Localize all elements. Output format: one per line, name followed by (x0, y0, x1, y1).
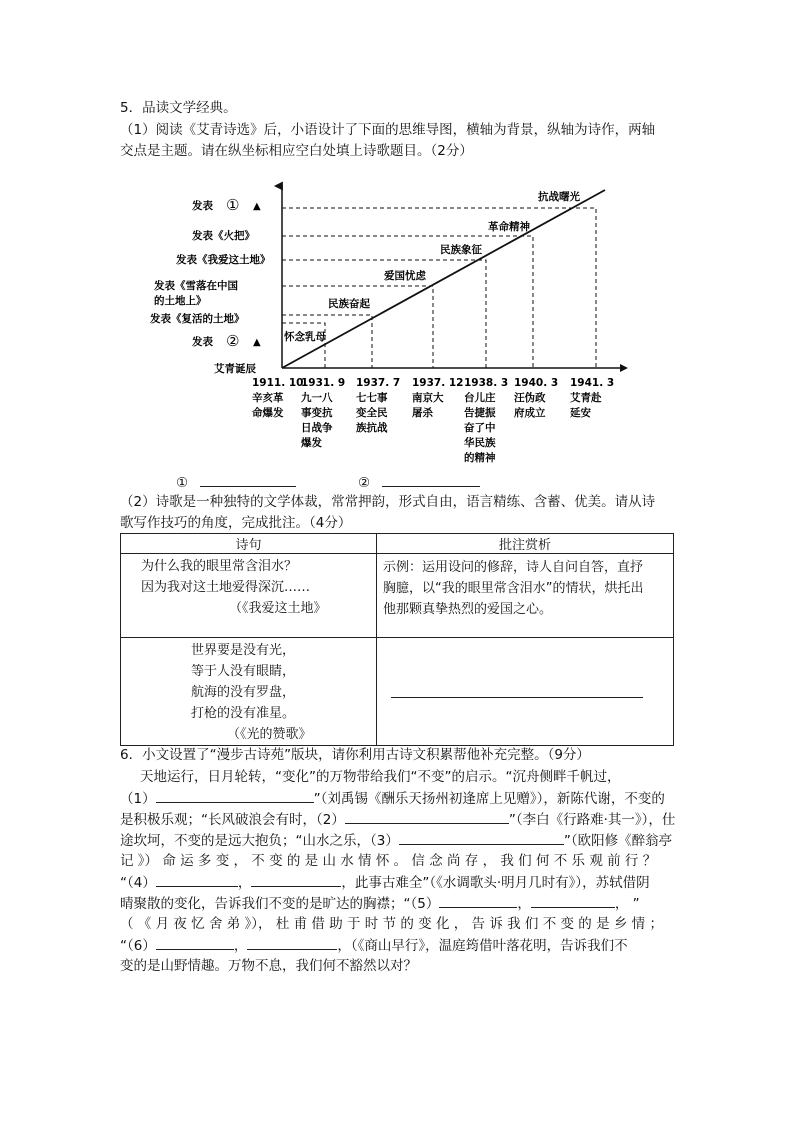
y-label-2: 发表《火把》 (192, 230, 255, 242)
answer-line-2: ② (358, 472, 480, 491)
x-label-7-0: 1941. 3 (570, 377, 615, 389)
x-label-6-1: 汪伪政 (514, 392, 546, 404)
x-label-6-0: 1940. 3 (514, 377, 559, 389)
guide-node-1 (282, 323, 325, 368)
blank-5a[interactable] (439, 893, 517, 908)
q6-line3: 是积极乐观；“长风破浪会有时，（2） ”（李白《行路难·其一》），仕 (120, 809, 680, 832)
q6-line2: （1） ”（刘禹锡《酬乐天扬州初逢席上见赠》），新陈代谢，不变的 (120, 788, 680, 811)
x-label-1-0: 1911. 10 (252, 377, 304, 389)
q6-line10: 变的是山野情趣。万物不息，我们何不豁然以对？ (120, 958, 417, 974)
y-label-6-triangle: ▲ (253, 337, 261, 348)
x-label-7-1: 艾青赴 (570, 392, 602, 404)
x-labels (252, 377, 614, 464)
x-label-5-5: 的精神 (464, 452, 496, 464)
q5-part2-line2: 歌写作技巧的角度，完成批注。（4分） (120, 515, 352, 531)
q5-part1-line1: （1）阅读《艾青诗选》后，小语设计了下面的思维导图，横轴为背景，纵轴为诗作，两轴 (120, 121, 656, 138)
x-label-1-1: 辛亥革 (252, 392, 284, 404)
row2-note (377, 638, 674, 746)
q6-line4: 途坎坷，不变的是远大抱负；“山水之乐，（3） ”（欧阳修《醉翁亭 (120, 830, 680, 853)
node-1: 怀念乳母 (284, 331, 326, 343)
blank-6a[interactable] (156, 935, 234, 950)
answer-blank-2[interactable] (382, 472, 480, 487)
node-6: 抗战曙光 (538, 191, 580, 203)
blank-3[interactable] (399, 830, 564, 845)
y-label-1-circle: ① (226, 196, 240, 214)
q6-line9: “（6） ， ，（《商山早行》，温庭筠借叶落花明，告诉我们不 (120, 935, 680, 958)
blank-1[interactable] (156, 788, 314, 803)
x-label-5-0: 1938. 3 (464, 377, 509, 389)
x-label-5-1: 台儿庄 (464, 392, 496, 404)
y-label-1-pre: 发表 (192, 200, 213, 212)
x-label-5-3: 奋了中 (464, 422, 496, 434)
q5-part2-line1: （2）诗歌是一种独特的文学体裁，常常押韵，形式自由，语言精练、含蓄、优美。请从诗 (120, 494, 656, 510)
answer-blank-1[interactable] (200, 472, 296, 487)
answer-line-1: ① (176, 472, 296, 491)
node-2: 民族奋起 (328, 298, 370, 310)
node-4: 民族象征 (440, 244, 482, 256)
q5-part1-line2: 交点是主题。请在纵坐标相应空白处填上诗歌题目。（2分） (120, 143, 473, 159)
theme-line (282, 190, 605, 368)
x-label-5-4: 华民族 (464, 437, 496, 449)
x-label-3-0: 1937. 7 (356, 377, 401, 389)
q5-heading: 5．品读文学经典。 (120, 100, 237, 116)
blank-4b[interactable] (251, 872, 341, 887)
header-note: 批注赏析 (377, 534, 674, 554)
x-label-1-2: 命爆发 (252, 407, 284, 419)
mind-map-diagram (150, 178, 630, 470)
x-label-2-3: 日战争 (301, 422, 333, 434)
x-label-6-2: 府成立 (514, 407, 546, 419)
x-label-4-2: 屠杀 (412, 407, 433, 419)
x-label-2-2: 事变抗 (301, 407, 333, 419)
x-label-4-0: 1937. 12 (412, 377, 464, 389)
x-label-5-2: 告捷振 (464, 407, 496, 419)
row1-poem: 为什么我的眼里常含泪水？ 因为我对这土地爱得深沉…… （《我爱这土地》 (121, 554, 377, 638)
y-label-5: 发表《复活的土地》 (150, 313, 245, 325)
x-label-3-2: 变全民 (356, 407, 388, 419)
guide-node-6 (282, 208, 596, 368)
x-label-4-1: 南京大 (412, 392, 444, 404)
row2-poem: 世界要是没有光， 等于人没有眼睛， 航海的没有罗盘， 打枪的没有准星。 （《光的赞歌》 (121, 638, 377, 746)
x-label-2-0: 1931. 9 (301, 377, 346, 389)
y-label-1-triangle: ▲ (253, 201, 261, 212)
y-label-4b: 的土地上》 (154, 295, 207, 307)
annotation-table (120, 533, 674, 746)
x-axis-arrow (620, 364, 628, 372)
y-label-6-pre: 发表 (192, 336, 213, 348)
x-label-7-2: 延安 (570, 407, 591, 419)
blank-6b[interactable] (247, 935, 337, 950)
x-label-3-3: 族抗战 (356, 422, 388, 434)
header-poem: 诗句 (121, 534, 377, 554)
blank-5b[interactable] (531, 893, 615, 908)
x-label-2-4: 爆发 (301, 437, 322, 449)
x-label-3-1: 七七事 (356, 392, 388, 404)
blank-2[interactable] (345, 809, 509, 824)
blank-4a[interactable] (156, 872, 238, 887)
q6-line1: 天地运行，日月轮转，“变化”的万物带给我们“不变”的启示。“沉舟侧畔千帆过， (140, 769, 621, 785)
row2-answer-line[interactable] (391, 685, 643, 698)
node-5: 革命精神 (488, 221, 530, 233)
q6-line7: 晴聚散的变化，告诉我们不变的是旷达的胸襟；“（5） ， ， ” (120, 893, 680, 916)
q6-line5: 记 》） 命 运 多 变 ， 不 变 的 是 山 水 情 怀 。 信 念 尚 存 ， 我 们 何 不 乐 观 前 行 ？ (120, 853, 657, 869)
y-label-6-circle: ② (226, 332, 240, 350)
y-label-4a: 发表《雪落在中国 (154, 280, 238, 292)
q6-heading: 6．小文设置了“漫步古诗苑”版块，请你利用古诗文积累帮他补充完整。（9分） (120, 747, 590, 763)
row1-note: 示例：运用设问的修辞，诗人自问自答，直抒 胸臆，以“我的眼里常含泪水”的情状，烘托出 他那颗真挚热烈的爱国之心。 (377, 554, 674, 638)
x-label-2-1: 九一八 (301, 392, 333, 404)
node-3: 爱国忧虑 (384, 270, 426, 282)
origin-label: 艾青诞辰 (214, 363, 256, 375)
q6-line8: （ 《 月 夜 忆 舍 弟 》）， 杜 甫 借 助 于 时 节 的 变 化 ， 告 诉 我 们 不 变 的 是 乡 情 ； (120, 916, 663, 932)
y-label-3: 发表《我爱这土地》 (176, 254, 271, 266)
q6-line6: “（4） ， ，此事古难全”（《水调歌头·明月几时有》），苏轼借阴 (120, 872, 680, 895)
